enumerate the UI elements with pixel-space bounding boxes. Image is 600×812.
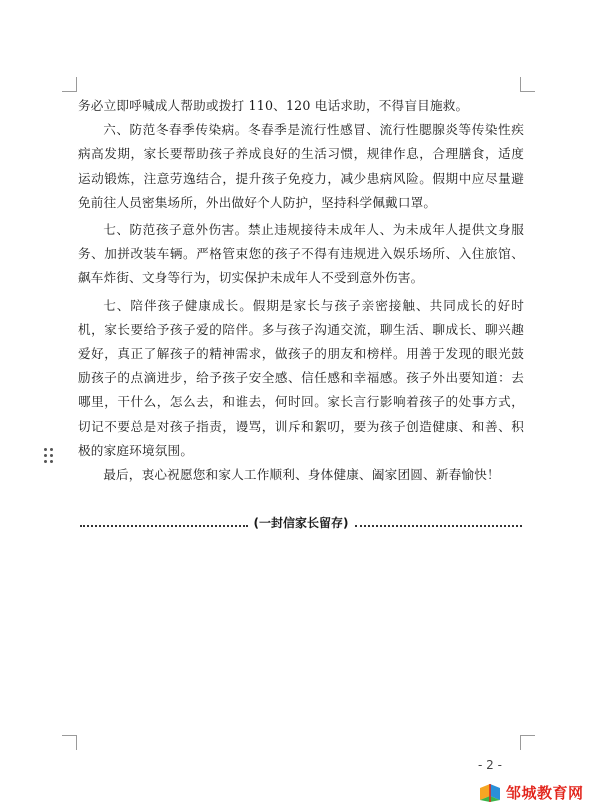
- site-watermark: [478, 778, 584, 806]
- dotted-line-right: [355, 518, 523, 527]
- page-number: - 2 -: [478, 758, 502, 772]
- paragraph-companionship: 七、陪伴孩子健康成长。假期是家长与孩子亲密接触、共同成长的好时机，家长要给予孩子爱的陪伴。多与孩子沟通交流，聊生活、聊成长、聊兴趣爱好，真正了解孩子的精神需求，做孩子的朋友和榜样。用善于发现的眼光鼓励孩子的点滴进步，给予孩子安全感、信任感和幸福感。孩子外出要知道：去哪里，干什么，怎么去，和谁去，何时回。家长言行影响着孩子的处事方式，切记不要总是对孩子指责，谩骂，训斥和絮叨，要为孩子创造健康、和善、积极的家庭环境氛围。: [78, 297, 524, 458]
- book-logo-icon: [478, 781, 502, 803]
- paragraph-closing-wishes: 最后，衷心祝愿您和家人工作顺利、身体健康、阖家团圆、新春愉快！: [103, 467, 500, 483]
- watermark-text: 邹城教育网: [506, 783, 584, 802]
- crop-mark-top-right: [520, 77, 535, 92]
- crop-mark-bottom-left: [62, 735, 77, 750]
- paragraph-accident-prevention: 七、防范孩子意外伤害。禁止违规接待未成年人、为未成年人提供文身服务、加拼改装车辆。严格管束您的孩子不得有违规进入娱乐场所、入住旅馆、飙车炸街、文身等行为，切实保护未成年人不受到意外伤害。: [78, 222, 524, 286]
- crop-mark-top-left: [62, 77, 77, 92]
- crop-mark-bottom-right: [520, 735, 535, 750]
- document-body: [78, 94, 524, 487]
- paragraph-continuation: 务必立即呼喊成人帮助或拨打 110、120 电话求助，不得盲目施救。: [78, 98, 469, 113]
- cutoff-line: [78, 514, 524, 531]
- paragraph-winter-disease: 六、防范冬春季传染病。冬春季是流行性感冒、流行性腮腺炎等传染性疾病高发期，家长要帮助孩子养成良好的生活习惯，规律作息，合理膳食，适度运动锻炼，注意劳逸结合，提升孩子免疫力，减少患病风险。假期中应尽量避免前往人员密集场所，外出做好个人防护，坚持科学佩戴口罩。: [78, 122, 524, 210]
- dotted-line-left: [80, 518, 248, 527]
- drag-handle-icon[interactable]: [44, 448, 54, 464]
- cutoff-label: (一封信家长留存): [253, 516, 349, 530]
